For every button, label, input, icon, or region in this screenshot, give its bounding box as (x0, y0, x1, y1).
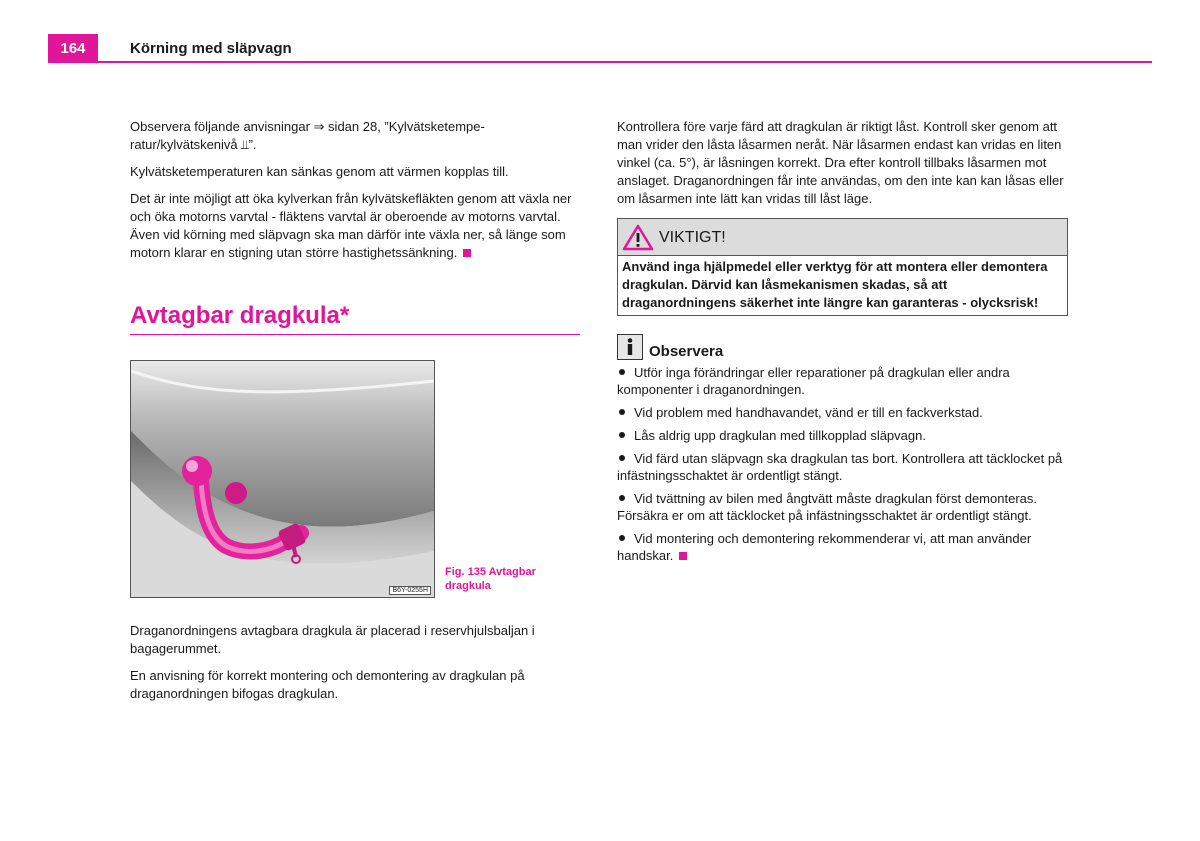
tow-ball-drawing (131, 361, 434, 597)
bullet-icon (619, 369, 625, 375)
list-item (617, 404, 1069, 421)
list-item-text: Vid montering och demontering rekommenderar vi, att man använder handskar. (617, 531, 1032, 563)
section-heading: Avtagbar dragkula* (130, 302, 580, 335)
figure-caption (445, 565, 555, 593)
bullet-icon (619, 535, 625, 541)
warning-text: Använd inga hjälpmedel eller verktyg för att montera eller demontera dragkulan. Därvid kan låsmekanismen skadas, så att draganordningens säkerhet inte längre kan garanteras - olycksrisk! (622, 259, 1048, 310)
paragraph: Kylvätsketemperaturen kan sänkas genom att värmen kopplas till. (130, 164, 509, 179)
figure-text (130, 622, 582, 703)
list-item-text: Vid färd utan släpvagn ska dragkulan tas bort. Kontrollera att täcklocket på infästningsschaktet är ordentligt stängt. (617, 451, 1063, 483)
page-header (48, 34, 1152, 63)
page-title: Körning med släpvagn (130, 40, 292, 57)
list-item (617, 450, 1069, 484)
end-of-section-square-icon (679, 552, 687, 560)
paragraph (130, 190, 582, 262)
list-item-text: Vid tvättning av bilen med ångtvätt måste dragkulan först demonteras. Försäkra er om att täcklocket på infästningsschaktet är ordentligt stängt. (617, 491, 1037, 523)
paragraph: En anvisning för korrekt montering och demontering av dragkulan på draganordningen bifogas dragkulan. (130, 668, 525, 701)
warning-header (618, 219, 1067, 256)
list-item-text: Lås aldrig upp dragkulan med tillkopplad släpvagn. (634, 428, 926, 443)
paragraph: Observera följande anvisningar ⇒ sidan 28, ”Kylvätsketemperatur/kylvätskenivå ⫫”. (130, 119, 485, 152)
figure (130, 360, 582, 600)
list-item-text: Vid problem med handhavandet, vänd er till en fackverkstad. (634, 405, 983, 420)
paragraph: Kontrollera före varje färd att dragkulan är riktigt låst. Kontroll sker genom att man vrider den låsta låsarmen neråt. När låsarmen endast kan vridas en liten vinkel (ca. 5°), är låsningen korrekt. Dra efter kontroll tillbaks låsarmen mot anslaget. Draganordningen får inte användas, om den inte kan kan låsas eller om låsarmen inte lätt kan vridas till låst läge. (617, 119, 1064, 206)
warning-triangle-icon (622, 224, 654, 254)
paragraph-text: Det är inte möjligt att öka kylverkan från kylvätskefläkten genom att växla ner och öka motorns varvtal - fläktens varvtal är oberoende av motorns varvtal. Även vid körning med släpvagn ska man därför inte växla ner, så länge som motorn klarar en stigning utan större hastighetssänkning. (130, 191, 572, 260)
figure-code: B6Y-0255H (389, 586, 431, 595)
bullet-icon (619, 432, 625, 438)
page-number: 164 (48, 34, 98, 61)
note-title: Observera (649, 343, 724, 360)
list-item-text: Utför inga förändringar eller reparationer på dragkulan eller andra komponenter i draganordningen. (617, 365, 1010, 397)
end-of-section-square-icon (463, 249, 471, 257)
left-column (130, 118, 582, 712)
tow-ball-illustration (130, 360, 435, 598)
note-section (617, 334, 1069, 564)
list-item (617, 490, 1069, 524)
bullet-icon (619, 455, 625, 461)
warning-box (617, 218, 1068, 316)
bullet-icon (619, 409, 625, 415)
figure-caption-text: Fig. 135 Avtagbar dragkula (445, 566, 536, 592)
warning-title: VIKTIGT! (659, 229, 726, 246)
right-column (617, 118, 1069, 570)
info-note-icon (617, 334, 643, 360)
note-list (617, 364, 1069, 564)
note-header (617, 334, 1069, 360)
bullet-icon (619, 495, 625, 501)
list-item (617, 427, 1069, 444)
list-item (617, 364, 1069, 398)
list-item (617, 530, 1069, 564)
paragraph: Draganordningens avtagbara dragkula är placerad i reservhjulsbaljan i bagagerummet. (130, 623, 535, 656)
